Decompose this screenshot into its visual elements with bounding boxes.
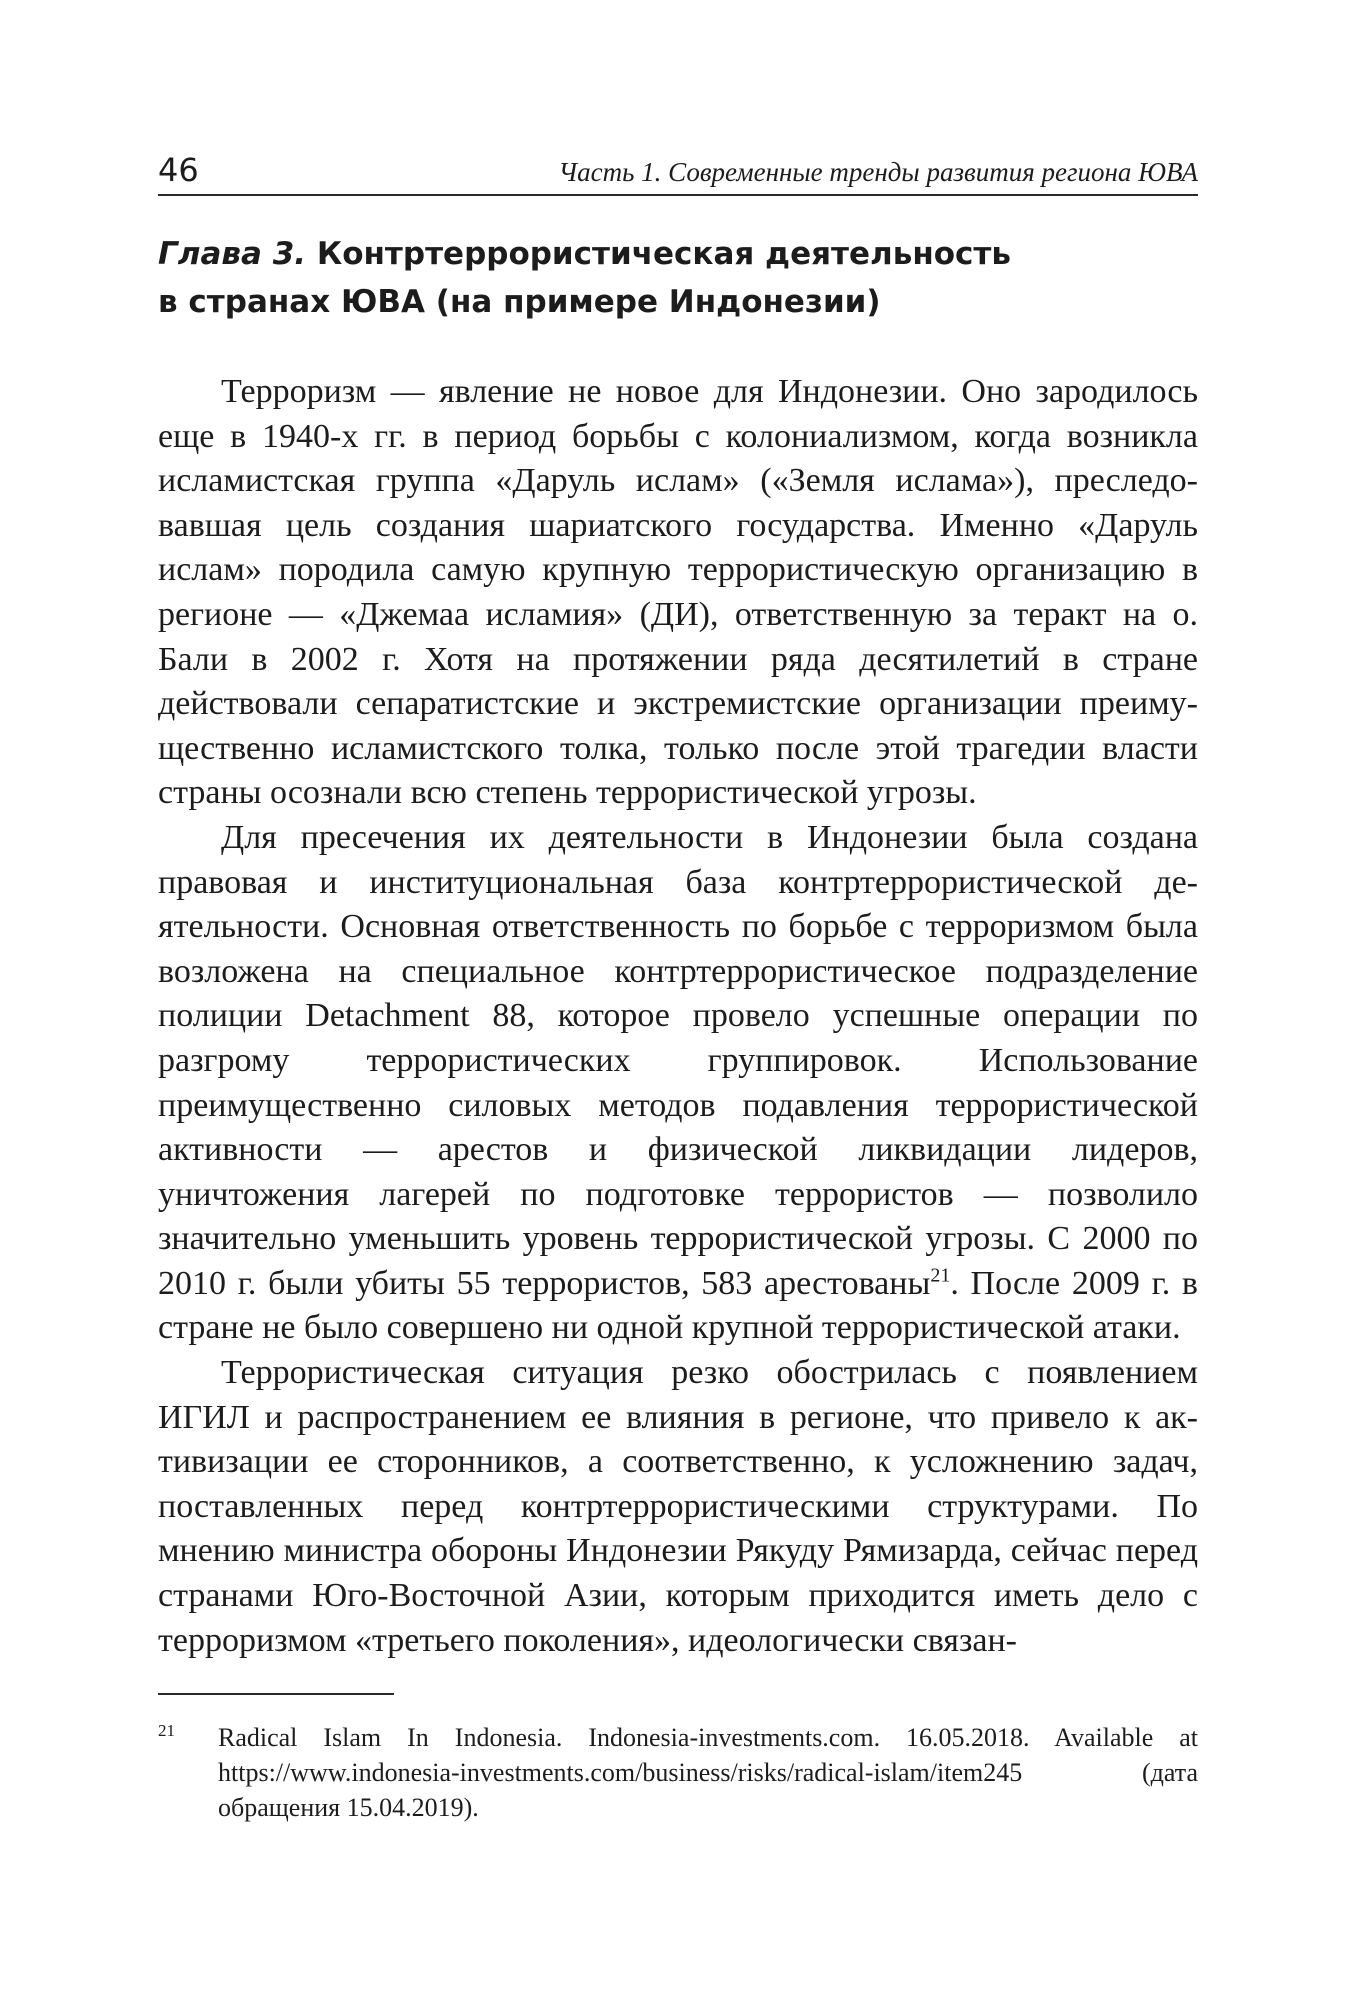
paragraph-2-tail: . После 2009 г. в стране не было совершено ни одной крупной террористической атаки. <box>158 1264 1198 1347</box>
running-head: Часть 1. Современные тренды развития региона ЮВА <box>558 157 1198 187</box>
body-text <box>158 370 1198 1663</box>
chapter-title <box>158 230 1198 326</box>
footnote <box>158 1720 1198 1825</box>
footnote-text: Radical Islam In Indonesia. Indonesia-investments.com. 16.05.2018. Available at https://www.indonesia-investments.com/business/risks/radical-islam/item245 (дата обращения 15.04.2019). <box>218 1723 1198 1822</box>
paragraph-3: Террористическая ситуация резко обострилась с появлением ИГИЛ и распространением ее влияния в регионе, что привело к активизации ее сторонников, а соответственно, к усложнению задач, поставленных перед контртеррористическими структурами. По мнению министра обороны Индонезии Рякуду Рямизарда, сейчас перед странами Юго-Восточной Азии, которым приходится иметь дело с терроризмом «третьего поколения», идеологически связан- <box>158 1354 1198 1659</box>
paragraph-1: Терроризм — явление не новое для Индонезии. Оно зародилось еще в 1940-х гг. в период борьбы с колониализмом, когда возникла исламистская группа «Даруль ислам» («Земля ислама»), преследовавшая цель создания шариатского государства. Именно «Даруль ислам» породила самую крупную террористическую организацию в регионе — «Джемаа исламия» (ДИ), ответственную за теракт на о. Бали в 2002 г. Хотя на протяжении ряда десятилетий в стране действовали сепаратистские и экстремистские организации преимущественно исламистского толка, только после этой трагедии власти страны осознали всю степень террористической угрозы. <box>158 373 1198 812</box>
footnote-reference: 21 <box>930 1264 951 1287</box>
chapter-label: Глава 3. <box>158 236 307 272</box>
paragraph-2-text: Для пресечения их деятельности в Индонезии была создана правовая и институциональная база контртеррористической деятельности. Основная ответственность по борьбе с терроризмом была возложена на специальное контртеррористическое подразделение полиции Detachment 88, которое провело успешные операции по разгрому террористических группировок. Использование преимущественно силовых методов подавления террористической активности — арестов и физической ликвидации лидеров, уничтожения лагерей по подготовке террористов — позволило значительно уменьшить уровень террористической угрозы. С 2000 по 2010 г. были убиты 55 террористов, 583 арестованы <box>158 818 1198 1302</box>
chapter-title-line-2: в странах ЮВА (на примере Индонезии) <box>158 284 881 320</box>
chapter-title-line-1 <box>158 230 1198 278</box>
footnote-number: 21 <box>158 1721 175 1740</box>
page-header <box>158 150 1198 196</box>
paragraph-2 <box>158 816 1198 1351</box>
chapter-title-text-1: Контртеррористическая деятельность <box>316 236 1011 272</box>
footnote-divider <box>158 1693 394 1695</box>
page-number: 46 <box>158 151 199 189</box>
book-page <box>158 0 1198 2000</box>
